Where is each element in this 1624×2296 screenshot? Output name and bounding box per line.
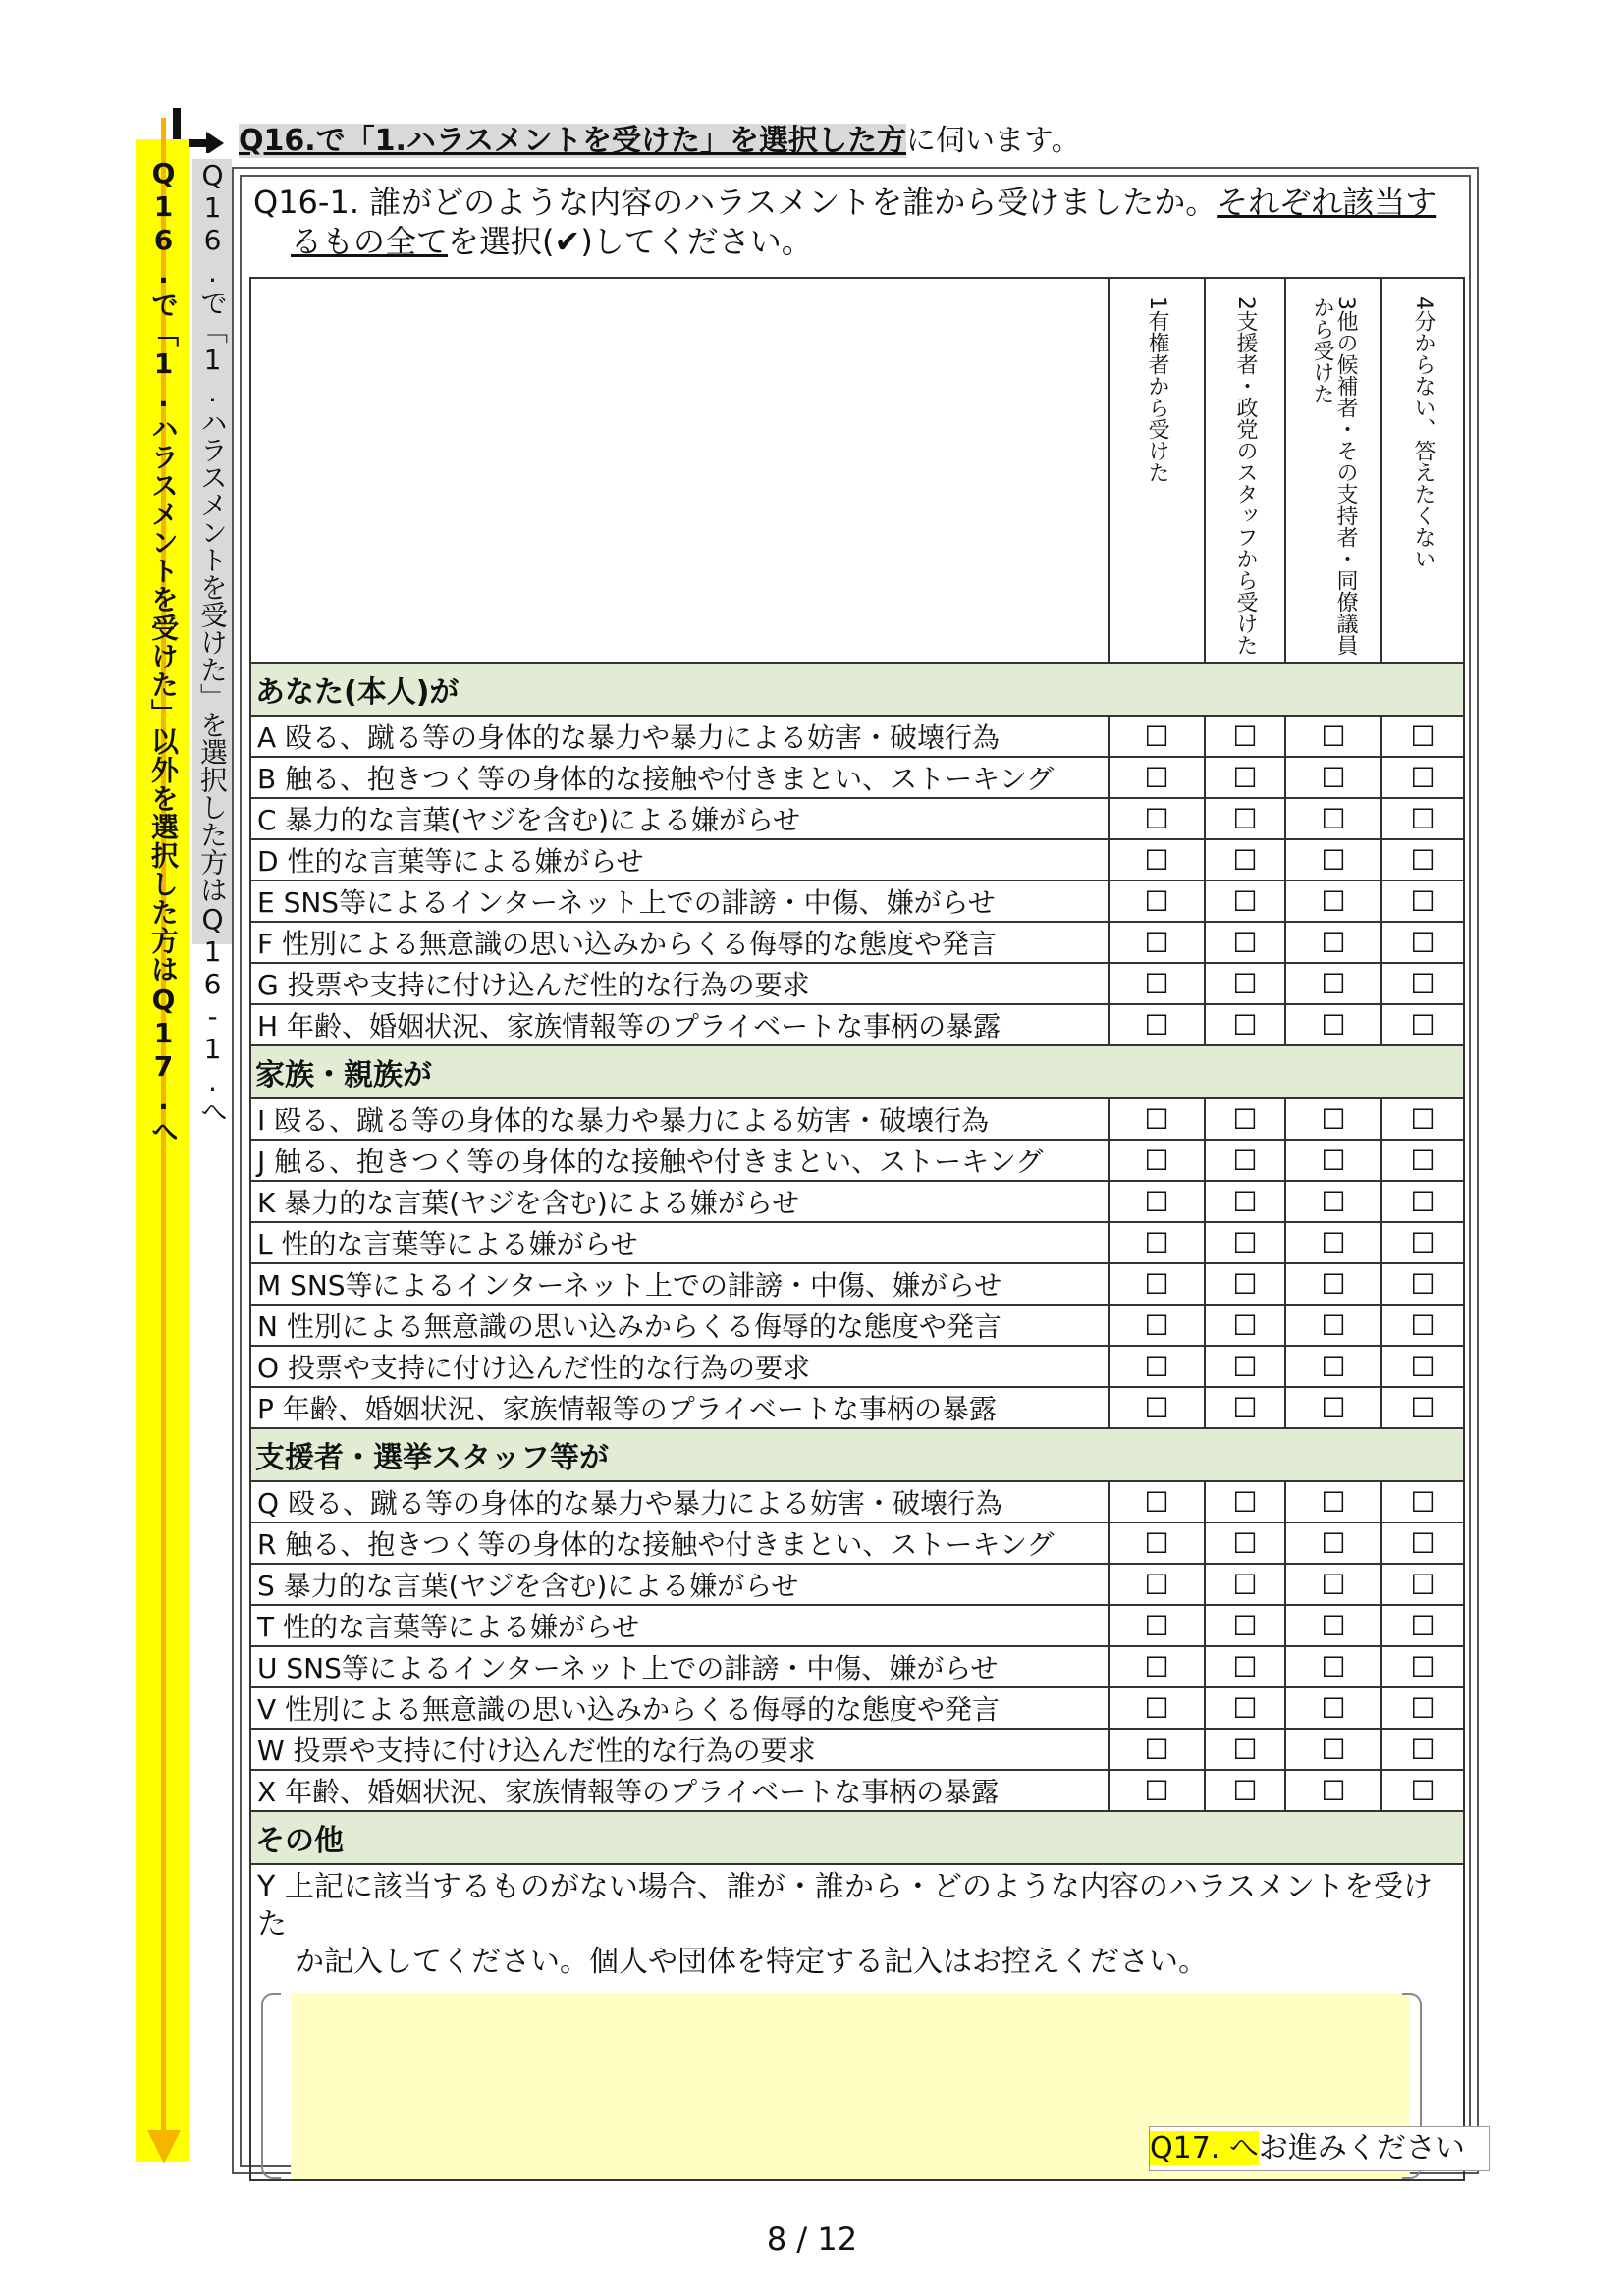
answer-checkbox[interactable]: ☐ (1109, 1004, 1205, 1045)
answer-checkbox[interactable]: ☐ (1109, 716, 1205, 757)
group-header-row (250, 663, 1464, 716)
answer-checkbox[interactable]: ☐ (1109, 922, 1205, 963)
answer-checkbox[interactable]: ☐ (1285, 922, 1381, 963)
answer-checkbox[interactable]: ☐ (1381, 881, 1464, 922)
column-header: 1有権者から受けた (1109, 278, 1205, 663)
item-label: V 性別による無意識の思い込みからくる侮辱的な態度や発言 (250, 1687, 1109, 1729)
answer-checkbox[interactable]: ☐ (1109, 1346, 1205, 1387)
item-label: E SNS等によるインターネット上での誹謗・中傷、嫌がらせ (250, 881, 1109, 922)
answer-checkbox[interactable]: ☐ (1205, 1564, 1285, 1605)
answer-checkbox[interactable]: ☐ (1109, 1098, 1205, 1140)
intro-line (239, 122, 1081, 161)
answer-checkbox[interactable]: ☐ (1109, 1481, 1205, 1522)
table-row (250, 757, 1464, 798)
answer-checkbox[interactable]: ☐ (1205, 1263, 1285, 1305)
group-title: 家族・親族が (250, 1045, 1464, 1098)
answer-checkbox[interactable]: ☐ (1109, 1646, 1205, 1687)
item-label: X 年齢、婚姻状況、家族情報等のプライベートな事柄の暴露 (250, 1770, 1109, 1811)
answer-checkbox[interactable]: ☐ (1381, 1687, 1464, 1729)
header-blank (250, 278, 1109, 663)
answer-checkbox[interactable]: ☐ (1381, 1522, 1464, 1564)
table-row (250, 1522, 1464, 1564)
answer-checkbox[interactable]: ☐ (1381, 1770, 1464, 1811)
table-row (250, 1481, 1464, 1522)
group-title: 支援者・選挙スタッフ等が (250, 1428, 1464, 1481)
answer-checkbox[interactable]: ☐ (1205, 1646, 1285, 1687)
answer-checkbox[interactable]: ☐ (1205, 1387, 1285, 1428)
table-row (250, 1605, 1464, 1646)
question-emphasis: それぞれ該当す (1217, 184, 1437, 221)
item-label: H 年齢、婚姻状況、家族情報等のプライベートな事柄の暴露 (250, 1004, 1109, 1045)
item-label: K 暴力的な言葉(ヤジを含む)による嫌がらせ (250, 1181, 1109, 1222)
answer-checkbox[interactable]: ☐ (1205, 881, 1285, 922)
route-instruction: Q16.で「1.ハラスメントを受けた」を選択した方はQ16-1.へ (196, 159, 229, 1125)
answer-checkbox[interactable]: ☐ (1285, 1181, 1381, 1222)
column-header: 4分からない、答えたくない (1381, 278, 1464, 663)
answer-checkbox[interactable]: ☐ (1285, 1729, 1381, 1770)
answer-checkbox[interactable]: ☐ (1109, 1605, 1205, 1646)
answer-checkbox[interactable]: ☐ (1381, 798, 1464, 839)
table-row (250, 1564, 1464, 1605)
table-row (250, 1346, 1464, 1387)
item-label: B 触る、抱きつく等の身体的な接触や付きまとい、ストーキング (250, 757, 1109, 798)
item-label: Q 殴る、蹴る等の身体的な暴力や暴力による妨害・破壊行為 (250, 1481, 1109, 1522)
answer-checkbox[interactable]: ☐ (1381, 1564, 1464, 1605)
answer-checkbox[interactable]: ☐ (1109, 881, 1205, 922)
answer-checkbox[interactable]: ☐ (1109, 1263, 1205, 1305)
item-label: T 性的な言葉等による嫌がらせ (250, 1605, 1109, 1646)
answer-checkbox[interactable]: ☐ (1205, 757, 1285, 798)
answer-checkbox[interactable]: ☐ (1205, 716, 1285, 757)
answer-checkbox[interactable]: ☐ (1285, 798, 1381, 839)
table-row (250, 1729, 1464, 1770)
table-row (250, 1140, 1464, 1181)
answer-checkbox[interactable]: ☐ (1205, 1098, 1285, 1140)
answer-checkbox[interactable]: ☐ (1205, 1605, 1285, 1646)
answer-checkbox[interactable]: ☐ (1205, 922, 1285, 963)
table-row (250, 1687, 1464, 1729)
answer-checkbox[interactable]: ☐ (1285, 1522, 1381, 1564)
table-row (250, 1646, 1464, 1687)
answer-checkbox[interactable]: ☐ (1205, 1140, 1285, 1181)
answer-checkbox[interactable]: ☐ (1109, 1305, 1205, 1346)
answer-checkbox[interactable]: ☐ (1109, 1181, 1205, 1222)
item-label: A 殴る、蹴る等の身体的な暴力や暴力による妨害・破壊行為 (250, 716, 1109, 757)
next-instruction (1149, 2126, 1490, 2171)
answer-checkbox[interactable]: ☐ (1381, 716, 1464, 757)
answer-checkbox[interactable]: ☐ (1285, 1263, 1381, 1305)
answer-checkbox[interactable]: ☐ (1381, 963, 1464, 1004)
item-label: G 投票や支持に付け込んだ性的な行為の要求 (250, 963, 1109, 1004)
header-row (250, 278, 1464, 663)
group-header-row (250, 1045, 1464, 1098)
free-text-prompt (251, 1865, 1463, 1981)
answer-checkbox[interactable]: ☐ (1381, 1605, 1464, 1646)
answer-checkbox[interactable]: ☐ (1381, 839, 1464, 881)
free-text-prompt-line2: か記入してください。個人や団体を特定する記入はお控えください。 (295, 1945, 1208, 1979)
answer-checkbox[interactable]: ☐ (1109, 1140, 1205, 1181)
answer-checkbox[interactable]: ☐ (1109, 1729, 1205, 1770)
answer-checkbox[interactable]: ☐ (1285, 1564, 1381, 1605)
question-emphasis-2: るもの全て (291, 223, 449, 260)
answer-checkbox[interactable]: ☐ (1285, 1140, 1381, 1181)
next-highlight: Q17. へ (1150, 2131, 1259, 2165)
table-row (250, 1305, 1464, 1346)
answer-checkbox[interactable]: ☐ (1381, 1222, 1464, 1263)
answer-checkbox[interactable]: ☐ (1285, 757, 1381, 798)
answer-checkbox[interactable]: ☐ (1205, 1481, 1285, 1522)
table-row (250, 1222, 1464, 1263)
table-row (250, 716, 1464, 757)
item-label: F 性別による無意識の思い込みからくる侮辱的な態度や発言 (250, 922, 1109, 963)
intro-rest: に伺います。 (906, 124, 1081, 158)
answer-checkbox[interactable]: ☐ (1285, 1222, 1381, 1263)
answer-checkbox[interactable]: ☐ (1109, 963, 1205, 1004)
answer-checkbox[interactable]: ☐ (1285, 839, 1381, 881)
answer-checkbox[interactable]: ☐ (1205, 1522, 1285, 1564)
answer-checkbox[interactable]: ☐ (1381, 1181, 1464, 1222)
page-number: 8 / 12 (766, 2220, 858, 2258)
answer-checkbox[interactable]: ☐ (1285, 1605, 1381, 1646)
table-row (250, 1263, 1464, 1305)
answer-checkbox[interactable]: ☐ (1285, 1770, 1381, 1811)
answer-checkbox[interactable]: ☐ (1381, 1481, 1464, 1522)
item-label: M SNS等によるインターネット上での誹謗・中傷、嫌がらせ (250, 1263, 1109, 1305)
answer-checkbox[interactable]: ☐ (1205, 1222, 1285, 1263)
table-row (250, 1004, 1464, 1045)
answer-checkbox[interactable]: ☐ (1381, 1263, 1464, 1305)
answer-checkbox[interactable]: ☐ (1205, 1729, 1285, 1770)
answer-checkbox[interactable]: ☐ (1109, 839, 1205, 881)
down-arrow-icon (147, 2130, 181, 2163)
question-text-2: を選択(✔)してください。 (448, 223, 813, 260)
bracket-left (261, 1993, 281, 2179)
answer-checkbox[interactable]: ☐ (1205, 798, 1285, 839)
item-label: P 年齢、婚姻状況、家族情報等のプライベートな事柄の暴露 (250, 1387, 1109, 1428)
answer-checkbox[interactable]: ☐ (1285, 1387, 1381, 1428)
intro-highlight: Q16.で「1.ハラスメントを受けた」を選択した方 (239, 124, 907, 158)
table-row (250, 798, 1464, 839)
question-title (253, 183, 1461, 261)
answer-checkbox[interactable]: ☐ (1381, 1729, 1464, 1770)
answer-checkbox[interactable]: ☐ (1285, 963, 1381, 1004)
answer-checkbox[interactable]: ☐ (1205, 1004, 1285, 1045)
table-row (250, 922, 1464, 963)
table-row (250, 1770, 1464, 1811)
item-label: U SNS等によるインターネット上での誹謗・中傷、嫌がらせ (250, 1646, 1109, 1687)
answer-checkbox[interactable]: ☐ (1109, 757, 1205, 798)
answer-checkbox[interactable]: ☐ (1381, 1098, 1464, 1140)
answer-checkbox[interactable]: ☐ (1109, 1770, 1205, 1811)
answer-checkbox[interactable]: ☐ (1381, 1387, 1464, 1428)
answer-checkbox[interactable]: ☐ (1285, 1646, 1381, 1687)
answer-checkbox[interactable]: ☐ (1205, 1346, 1285, 1387)
table-row (250, 1098, 1464, 1140)
answer-checkbox[interactable]: ☐ (1205, 839, 1285, 881)
item-label: W 投票や支持に付け込んだ性的な行為の要求 (250, 1729, 1109, 1770)
item-label: S 暴力的な言葉(ヤジを含む)による嫌がらせ (250, 1564, 1109, 1605)
answer-checkbox[interactable]: ☐ (1285, 1346, 1381, 1387)
table-row (250, 1387, 1464, 1428)
answer-checkbox[interactable]: ☐ (1109, 1522, 1205, 1564)
answer-checkbox[interactable]: ☐ (1381, 922, 1464, 963)
column-header: 3他の候補者・その支持者・同僚議員から受けた (1285, 278, 1381, 663)
item-label: C 暴力的な言葉(ヤジを含む)による嫌がらせ (250, 798, 1109, 839)
answer-checkbox[interactable]: ☐ (1205, 1305, 1285, 1346)
item-label: D 性的な言葉等による嫌がらせ (250, 839, 1109, 881)
item-label: N 性別による無意識の思い込みからくる侮辱的な態度や発言 (250, 1305, 1109, 1346)
answer-checkbox[interactable]: ☐ (1109, 798, 1205, 839)
answer-checkbox[interactable]: ☐ (1109, 1564, 1205, 1605)
group-title: その他 (250, 1811, 1464, 1864)
item-label: L 性的な言葉等による嫌がらせ (250, 1222, 1109, 1263)
group-header-row (250, 1428, 1464, 1481)
table-row (250, 1181, 1464, 1222)
answer-checkbox[interactable]: ☐ (1381, 1346, 1464, 1387)
answer-checkbox[interactable]: ☐ (1109, 1687, 1205, 1729)
answer-checkbox[interactable]: ☐ (1285, 881, 1381, 922)
answer-checkbox[interactable]: ☐ (1205, 963, 1285, 1004)
group-header-row (250, 1811, 1464, 1864)
table-row (250, 839, 1464, 881)
answer-checkbox[interactable]: ☐ (1381, 1004, 1464, 1045)
answer-checkbox[interactable]: ☐ (1109, 1387, 1205, 1428)
group-title: あなた(本人)が (250, 663, 1464, 716)
item-label: I 殴る、蹴る等の身体的な暴力や暴力による妨害・破壊行為 (250, 1098, 1109, 1140)
item-label: R 触る、抱きつく等の身体的な接触や付きまとい、ストーキング (250, 1522, 1109, 1564)
next-rest: お進みください (1258, 2131, 1465, 2165)
table-row (250, 881, 1464, 922)
free-text-prompt-line1: Y 上記に該当するものがない場合、誰が・誰から・どのような内容のハラスメントを受けた (257, 1870, 1433, 1942)
item-label: J 触る、抱きつく等の身体的な接触や付きまとい、ストーキング (250, 1140, 1109, 1181)
table-row (250, 963, 1464, 1004)
answer-checkbox[interactable]: ☐ (1285, 1687, 1381, 1729)
answer-checkbox[interactable]: ☐ (1285, 1481, 1381, 1522)
skip-instruction: Q16.で「1.ハラスメントを受けた」以外を選択した方はQ17.へ (147, 157, 180, 1146)
answer-checkbox[interactable]: ☐ (1381, 1140, 1464, 1181)
answer-table (249, 277, 1465, 2181)
answer-checkbox[interactable]: ☐ (1205, 1770, 1285, 1811)
question-text: Q16-1. 誰がどのような内容のハラスメントを誰から受けましたか。 (253, 184, 1218, 221)
answer-checkbox[interactable]: ☐ (1205, 1687, 1285, 1729)
answer-checkbox[interactable]: ☐ (1381, 1305, 1464, 1346)
answer-checkbox[interactable]: ☐ (1381, 757, 1464, 798)
item-label: O 投票や支持に付け込んだ性的な行為の要求 (250, 1346, 1109, 1387)
answer-checkbox[interactable]: ☐ (1109, 1222, 1205, 1263)
answer-checkbox[interactable]: ☐ (1285, 716, 1381, 757)
answer-checkbox[interactable]: ☐ (1285, 1305, 1381, 1346)
answer-checkbox[interactable]: ☐ (1285, 1004, 1381, 1045)
column-header: 2支援者・政党のスタッフから受けた (1205, 278, 1285, 663)
answer-checkbox[interactable]: ☐ (1205, 1181, 1285, 1222)
answer-checkbox[interactable]: ☐ (1381, 1646, 1464, 1687)
answer-checkbox[interactable]: ☐ (1285, 1098, 1381, 1140)
